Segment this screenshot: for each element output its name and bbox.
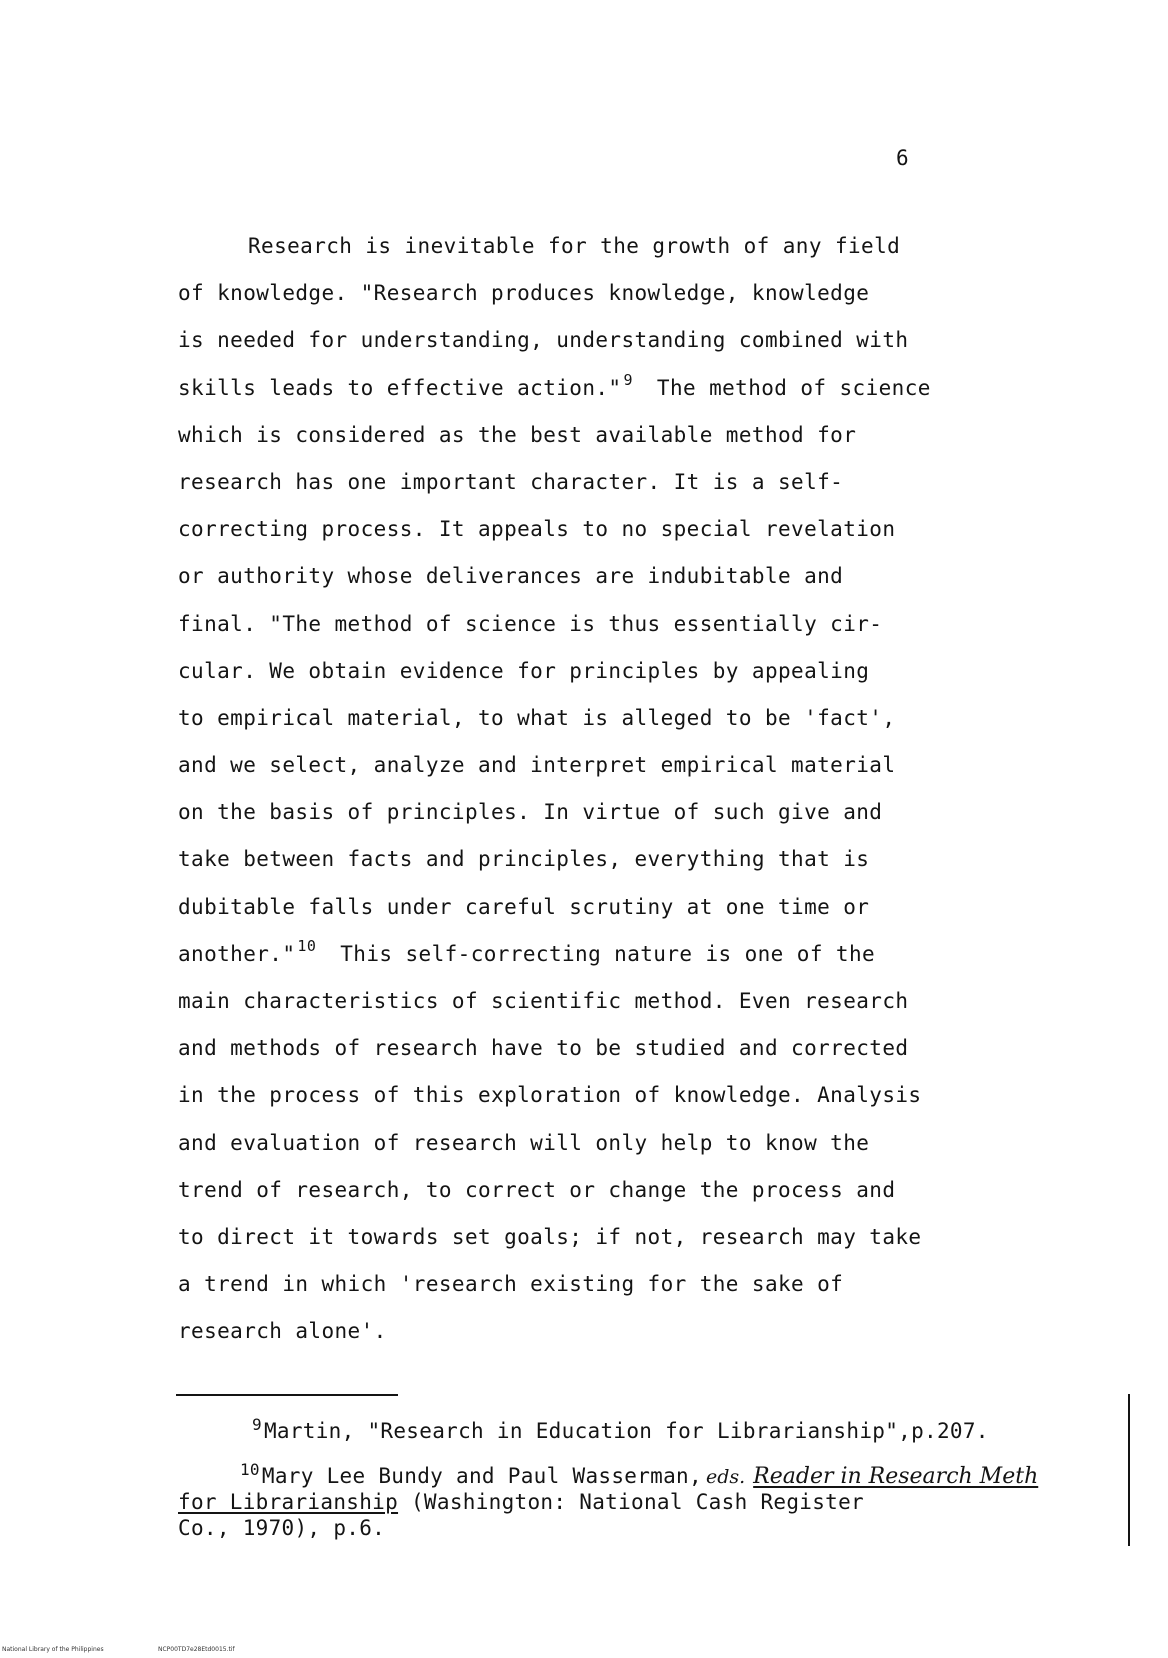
- body-line: dubitable falls under careful scrutiny at one time or: [178, 894, 870, 919]
- body-line: and methods of research have to be studied and corrected: [178, 1036, 909, 1061]
- body-line: main characteristics of scientific method. Even research: [178, 989, 909, 1013]
- body-line: or authority whose deliverances are indubitable and: [178, 564, 844, 589]
- body-paragraph: [178, 223, 1038, 1356]
- body-line: cular. We obtain evidence for principles by appealing: [178, 658, 870, 683]
- footnote-10-continued: [178, 1490, 864, 1514]
- body-line: take between facts and principles, everything that is: [178, 847, 870, 872]
- body-line-with-footnote-ref: [178, 931, 1038, 978]
- footnote-9: [252, 1415, 989, 1443]
- footnote-text: Mary Lee Bundy and Paul Wasserman,: [261, 1464, 702, 1488]
- scan-file-label: NCP00TD7e28Etd0015.tif: [158, 1646, 235, 1653]
- body-line: to direct it towards set goals; if not, research may take: [178, 1224, 922, 1249]
- body-line: and evaluation of research will only help to know the: [178, 1130, 870, 1155]
- handwritten-title: Reader in Research Meth: [753, 1464, 1039, 1489]
- margin-mark: [1128, 1394, 1130, 1546]
- body-line: a trend in which 'research existing for the sake of: [178, 1272, 844, 1297]
- body-line: of knowledge. "Research produces knowledge, knowledge: [178, 281, 870, 306]
- footnote-10: [240, 1460, 1039, 1489]
- body-line: in the process of this exploration of knowledge. Analysis: [178, 1083, 922, 1108]
- footnote-ref-10: 10: [297, 936, 317, 955]
- body-line: and we select, analyze and interpret empirical material: [178, 753, 896, 778]
- body-line-text: skills leads to effective action.": [178, 375, 622, 400]
- scan-source-label: National Library of the Philippines: [2, 1646, 104, 1653]
- footnote-text: (Washington: National Cash Register: [398, 1490, 864, 1514]
- body-line: trend of research, to correct or change the process and: [178, 1177, 896, 1202]
- footnote-marker: 9: [252, 1415, 262, 1434]
- body-line-with-footnote-ref: [178, 365, 1038, 412]
- body-line: on the basis of principles. In virtue of such give and: [178, 800, 883, 825]
- body-line: final. "The method of science is thus essentially cir-: [178, 611, 883, 636]
- footnote-marker: 10: [240, 1460, 260, 1479]
- footnote-ref-9: 9: [623, 370, 633, 389]
- footnote-10-continued: Co., 1970), p.6.: [178, 1516, 386, 1540]
- footnote-text: Martin, "Research in Education for Librarianship",p.207.: [263, 1419, 989, 1443]
- body-line: correcting process. It appeals to no special revelation: [178, 517, 896, 542]
- body-line: research alone'.: [178, 1319, 387, 1344]
- body-line: to empirical material, to what is alleged to be 'fact',: [178, 705, 896, 730]
- body-line: Research is inevitable for the growth of any field: [248, 234, 901, 258]
- body-line: is needed for understanding, understanding combined with: [178, 328, 909, 353]
- handwritten-annotation: eds.: [705, 1466, 746, 1488]
- body-line: which is considered as the best available method for: [178, 422, 857, 447]
- body-line: research has one important character. It is a self-: [178, 469, 844, 494]
- body-line-text: This self-correcting nature is one of the: [340, 941, 876, 966]
- footnote-title: for Librarianship: [178, 1490, 399, 1514]
- footnote-separator: [176, 1394, 398, 1396]
- page-number: 6: [896, 146, 909, 170]
- body-line-text: The method of science: [656, 375, 931, 400]
- body-line-text: another.": [178, 941, 296, 966]
